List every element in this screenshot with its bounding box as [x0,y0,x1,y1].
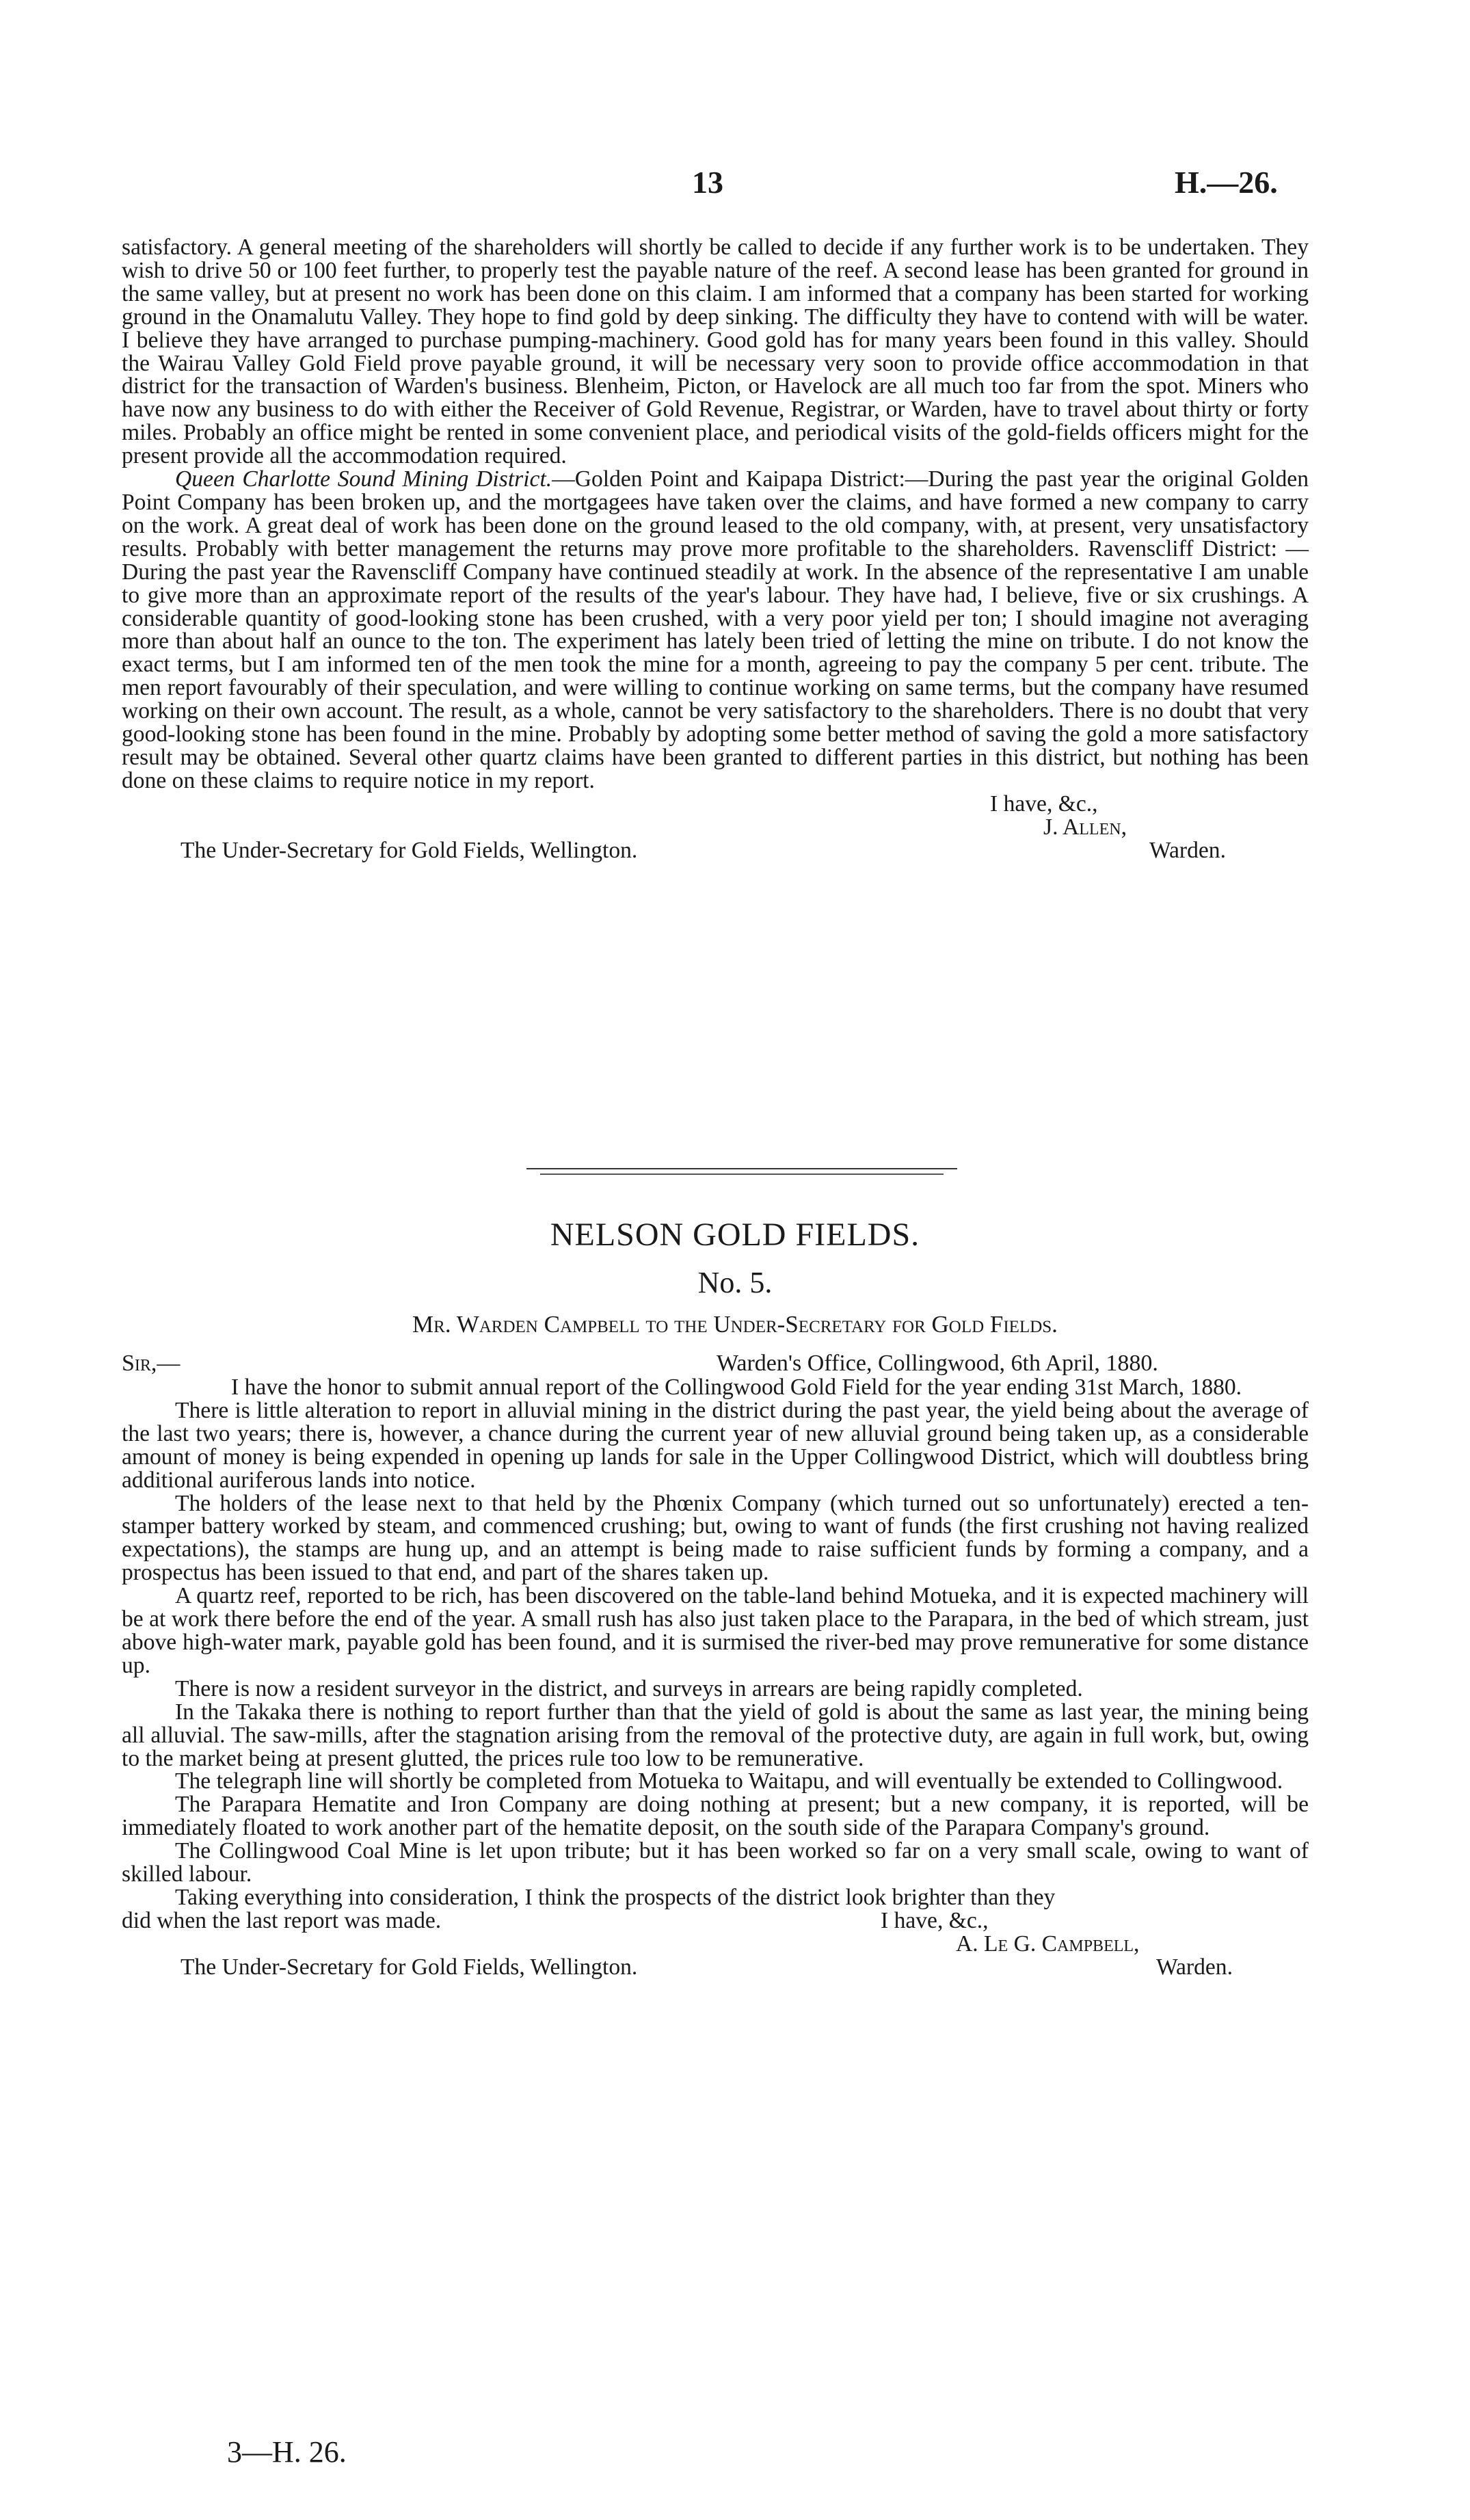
closing: I have, &c., [990,791,1098,817]
page-header [0,164,1470,205]
closing-line [122,793,1309,816]
salutation-line [122,1351,1309,1375]
district-heading: Queen Charlotte Sound Mining District. [175,466,552,492]
report-subtitle: Mr. Warden Campbell to the Under-Secretary for Gold Fields. [412,1311,1058,1338]
signer-name: A. Le G. Campbell, [956,1931,1140,1957]
footer-code: 3—H. 26. [227,2435,347,2469]
signer-line [122,816,1309,839]
salutation: Sir,— [122,1351,181,1376]
report-number: No. 5. [697,1266,773,1299]
body-paragraph: There is now a resident surveyor in the district, and surveys in arrears are being rapidly completed. [175,1675,1083,1701]
section-divider [526,1168,957,1169]
body-paragraph: In the Takaka there is nothing to report further than that the yield of gold is about the same as last year, the mining being all alluvial. The saw-mills, after the stagnation arising from the removal of the protective duty, are again in full work, but, owing to the market being at present glutted, the prices rule too low to be remunerative. [122,1699,1309,1771]
body-paragraph: The Parapara Hematite and Iron Company are doing nothing at present; but a new company, it is reported, will be immediately floated to work another part of the hematite deposit, on the south side of the Parapara Company's ground. [122,1792,1309,1841]
body-paragraph: There is little alteration to report in alluvial mining in the district during the past year, the yield being about the average of the last two years; there is, however, a chance during the current year of new alluvial ground being taken up, as a considerable amount of money is being expended in opening up lands for sale in the Upper Collingwood District, which will doubtless bring additional auriferous lands into notice. [122,1397,1309,1493]
addressee-line [122,839,1309,862]
addressee-line [122,1956,1309,1979]
signer-title: Warden. [1156,1954,1233,1980]
addressee: The Under-Secretary for Gold Fields, Wellington. [181,1954,638,1980]
paragraph-text: —Golden Point and Kaipapa District:—During the past year the original Golden Point Company has been broken up, and the mortgagees have taken over the claims, and have formed a new company to carry on the work. A great deal of work has been done on the ground leased to the old company, with, at present, very unsatisfactory results. Probably with better management the returns may prove more profitable to the shareholders. Ravenscliff District: —During the past year the Ravenscliff Company have continued steadily at work. In the absence of the representative I am unable to give more than an approximate report of the results of the year's labour. They have had, I believe, five or six crushings. A considerable quantity of good-looking stone has been crushed, with a very poor yield per ton; I should imagine not averaging more than about half an ounce to the ton. The experiment has lately been tried of letting the mine on tribute. I do not know the exact terms, but I am informed ten of the men took the mine for a month, agreeing to pay the company 5 per cent. tribute. The men report favourably of their speculation, and were willing to continue working on same terms, but the company have resumed working on their own account. The result, as a whole, cannot be very satisfactory to the shareholders. There is no doubt that very good-looking stone has been found in the mine. Probably by adopting some better method of saving the gold a more satisfactory result may be obtained. Several other quartz claims have been granted to different parties in this district, but nothing has been done on these claims to require notice in my report. [122,466,1309,793]
closing: I have, &c., [881,1907,989,1933]
body-paragraph: Taking everything into consideration, I think the prospects of the district look brighter than they [175,1884,1056,1910]
signer-name: J. Allen, [1043,814,1127,840]
nelson-report-body [122,1376,1309,1979]
body-paragraph: The Collingwood Coal Mine is let upon tribute; but it has been worked so far on a very small scale, owing to want of skilled labour. [122,1838,1309,1887]
addressee: The Under-Secretary for Gold Fields, Wellington. [181,837,638,863]
page-number: 13 [692,165,723,200]
signer-title: Warden. [1149,837,1226,863]
body-paragraph: I have the honor to submit annual report of the Collingwood Gold Field for the year ending 31st March, 1880. [231,1375,1242,1400]
paragraph-end: did when the last report was made. [122,1907,442,1933]
body-paragraph: A quartz reef, reported to be rich, has been discovered on the table-land behind Motueka, and it is expected machinery will be at work there before the end of the year. A small rush has also just taken place to the Parapara, in the bed of which stream, just above high-water mark, payable gold has been found, and it is surmised the river-bed may prove remunerative for some distance up. [122,1583,1309,1678]
report-continuation [122,236,1309,862]
signer-line [122,1933,1309,1956]
body-paragraph: The telegraph line will shortly be completed from Motueka to Waitapu, and will eventually be extended to Collingwood. [175,1768,1283,1794]
body-paragraph: satisfactory. A general meeting of the shareholders will shortly be called to decide if any further work is to be undertaken. They wish to drive 50 or 100 feet further, to properly test the payable nature of the reef. A second lease has been granted for ground in the same valley, but at present no work has been done on this claim. I am informed that a company has been started for working ground in the Onamalutu Valley. They hope to find gold by deep sinking. The difficulty they have to contend with will be water. I believe they have arranged to purchase pumping-machinery. Good gold has for many years been found in this valley. Should the Wairau Valley Gold Field prove payable ground, it will be necessary very soon to provide office accommodation in that district for the transaction of Warden's business. Blenheim, Picton, or Havelock are all much too far from the spot. Miners who have now any business to do with either the Receiver of Gold Revenue, Registrar, or Warden, have to travel about thirty or forty miles. Probably an office might be rented in some convenient place, and periodical visits of the gold-fields officers might for the present provide all the accommodation required. [122,235,1309,469]
section-title: NELSON GOLD FIELDS. [550,1217,920,1253]
document-reference: H.—26. [1175,165,1278,200]
office-date: Warden's Office, Collingwood, 6th April, 1880. [717,1351,1158,1376]
section-divider [540,1173,944,1175]
closing-line [122,1909,1309,1933]
body-paragraph: The holders of the lease next to that held by the Phœnix Company (which turned out so unfortunately) erected a ten-stamper battery worked by steam, and commenced crushing; but, owing to want of funds (the first crushing not having realized expectations), the stamps are hung up, and an attempt is being made to raise sufficient funds by forming a company, and a prospectus has been issued to that end, and part of the shares taken up. [122,1490,1309,1586]
body-paragraph [122,468,1309,793]
